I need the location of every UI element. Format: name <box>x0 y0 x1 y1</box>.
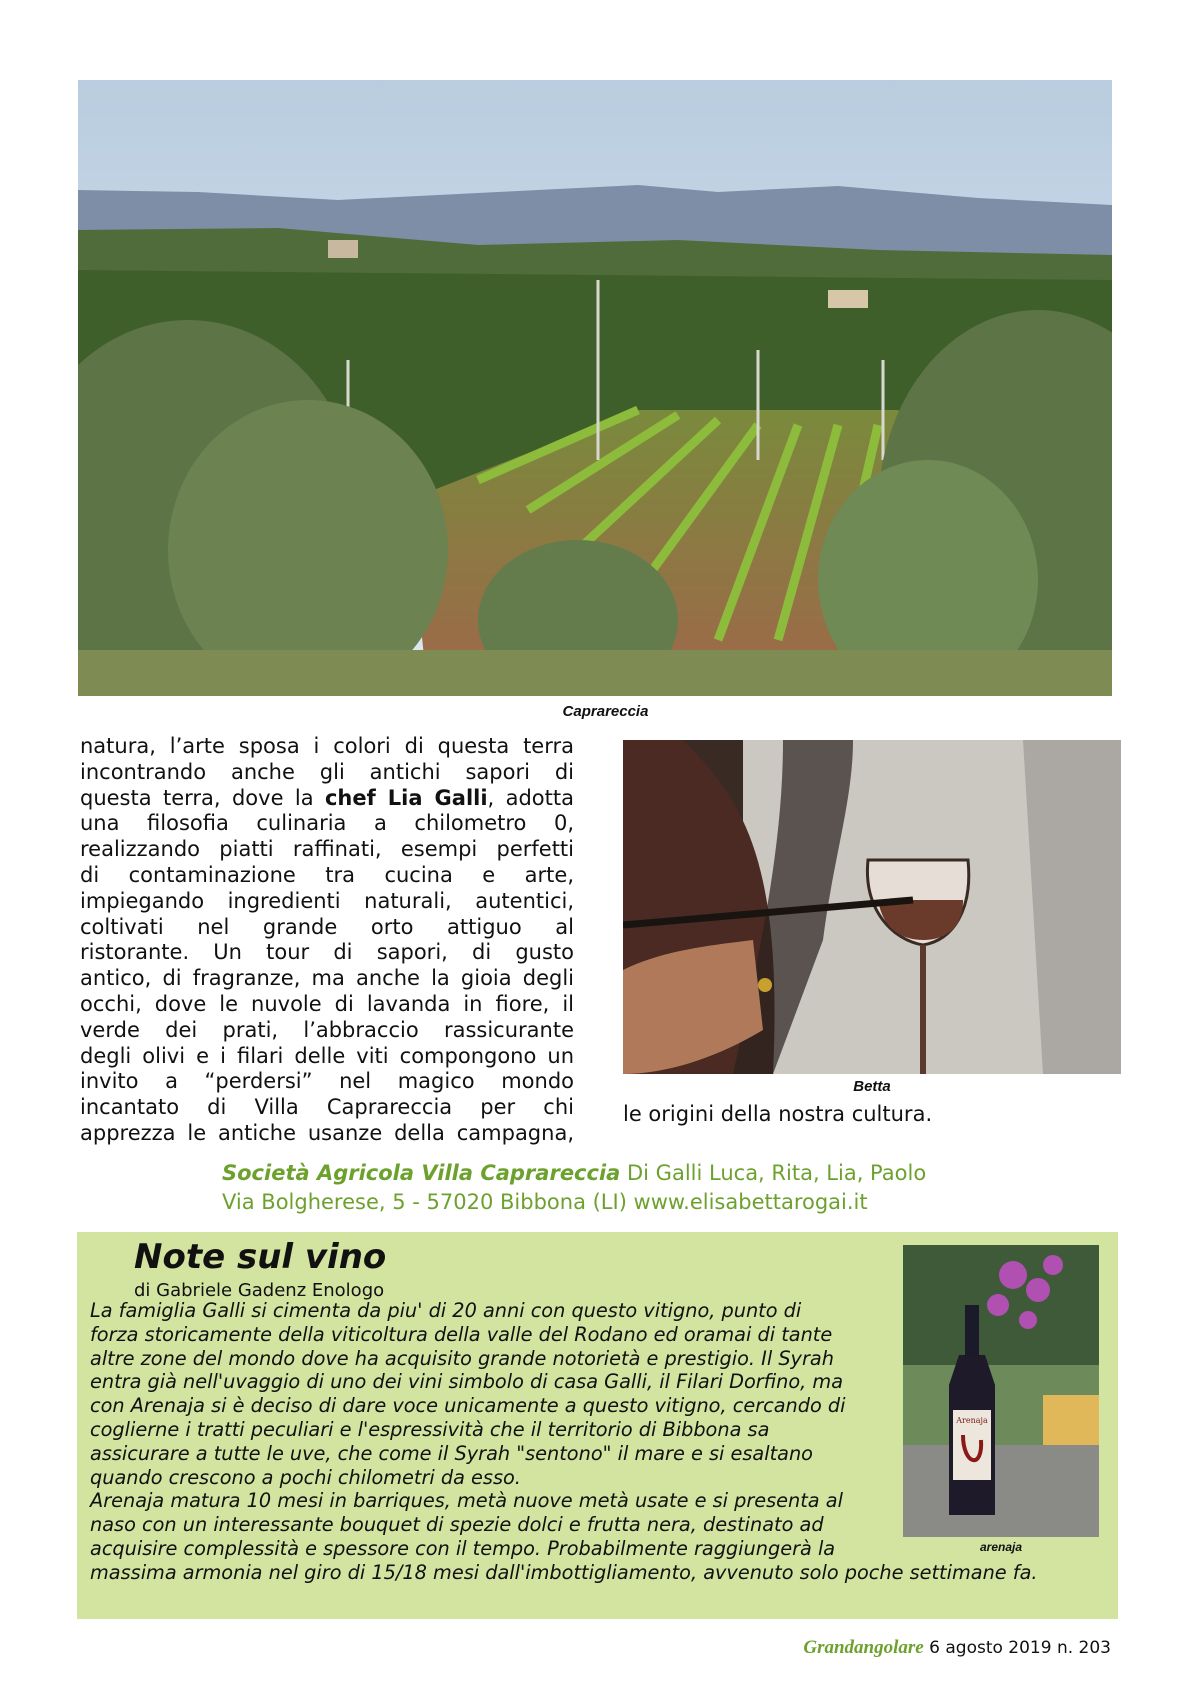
vineyard-photo-caption: Caprareccia <box>562 703 649 720</box>
article-line: apprezza le antiche usanze della campagna, <box>80 1120 574 1145</box>
note-line: assicurare a tutte le uve, che come il Syrah "sentono" il mare e si esaltano <box>90 1441 813 1465</box>
magazine-name: Grandangolare <box>803 1637 924 1658</box>
article-line: di contaminazione tra cucina e arte, <box>80 862 574 887</box>
article-line: impiegando ingredienti naturali, autentici, <box>80 888 574 913</box>
wine-notes-author: di Gabriele Gadenz Enologo <box>134 1280 385 1301</box>
note-line: con Arenaja si è deciso di dare voce unicamente a questo vitigno, cercando di <box>90 1394 846 1418</box>
wine-bottle-photo <box>903 1245 1099 1537</box>
article-line: incontrando anche gli antichi sapori di <box>80 759 574 784</box>
note-line: altre zone del mondo dove ha acquisito grande notorietà e prestigio. Il Syrah <box>90 1346 834 1370</box>
note-line: Arenaja matura 10 mesi in barriques, metà nuove metà usate e si presenta al <box>90 1489 843 1513</box>
article-continuation: le origini della nostra cultura. <box>623 1102 933 1126</box>
painting-photo-caption: Betta <box>853 1078 891 1095</box>
note-line: entra già nell'uvaggio di uno dei vini simbolo di casa Galli, il Filari Dorfino, ma <box>90 1370 844 1394</box>
article-line: ristorante. Un tour di sapori, di gusto <box>80 940 574 965</box>
note-line: coglierne i tratti peculiari e l'espressività che il territorio di Bibbona sa <box>90 1417 770 1441</box>
winery-owners: Di Galli Luca, Rita, Lia, Paolo <box>620 1161 927 1185</box>
article-body <box>80 734 574 1147</box>
winery-address: Via Bolgherese, 5 - 57020 Bibbona (LI) www.elisabettarogai.it <box>222 1190 868 1214</box>
article-line: antico, di fragranze, ma anche la gioia degli <box>80 966 574 991</box>
wine-bottle-image <box>903 1245 1099 1537</box>
article-line: incantato di Villa Caprareccia per chi <box>80 1095 574 1120</box>
article-line: coltivati nel grande orto attiguo al <box>80 914 574 939</box>
page-footer <box>803 1637 1111 1659</box>
painting-image <box>623 740 1121 1074</box>
article-line: invito a “perdersi” nel magico mondo <box>80 1069 574 1094</box>
winery-credits <box>222 1159 926 1217</box>
note-line: naso con un interessante bouquet di spezie dolci e frutta nera, destinato ad <box>90 1513 824 1537</box>
painting-photo <box>623 740 1121 1074</box>
wine-bottle-caption: arenaja <box>979 1540 1023 1554</box>
article-line: verde dei prati, l’abbraccio rassicurante <box>80 1017 574 1042</box>
article-line: realizzando piatti raffinati, esempi perfetti <box>80 837 574 862</box>
winery-name-line <box>222 1159 926 1188</box>
bottle-label-text: Arenaja <box>956 1416 988 1425</box>
winery-name: Società Agricola Villa Caprareccia <box>222 1161 621 1185</box>
chef-name: chef Lia Galli <box>324 785 488 810</box>
note-line: La famiglia Galli si cimenta da piu' di 20 anni con questo vitigno, punto di <box>90 1299 802 1322</box>
article-line: degli olivi e i filari delle viti compongono un <box>80 1043 574 1068</box>
note-line: massima armonia nel giro di 15/18 mesi dall'imbottigliamento, avvenuto solo poche settimane fa. <box>90 1560 1038 1584</box>
issue-info: 6 agosto 2019 n. 203 <box>923 1638 1111 1658</box>
vineyard-photo <box>78 80 1112 696</box>
vineyard-landscape-image <box>78 80 1112 696</box>
wine-notes-title: Note sul vino <box>134 1237 387 1277</box>
note-line: quando crescono a pochi chilometri da esso. <box>90 1465 521 1489</box>
note-line: forza storicamente della viticoltura della valle del Rodano ed oramai di tante <box>90 1322 833 1346</box>
article-line: occhi, dove le nuvole di lavanda in fiore, il <box>80 991 574 1016</box>
article-line: natura, l’arte sposa i colori di questa terra <box>80 734 574 758</box>
note-line: acquisire complessità e spessore con il tempo. Probabilmente raggiungerà la <box>90 1536 836 1560</box>
article-line: una filosofia culinaria a chilometro 0, <box>80 811 574 836</box>
article-line: questa terra, dove la chef Lia Galli, adotta <box>80 785 574 810</box>
